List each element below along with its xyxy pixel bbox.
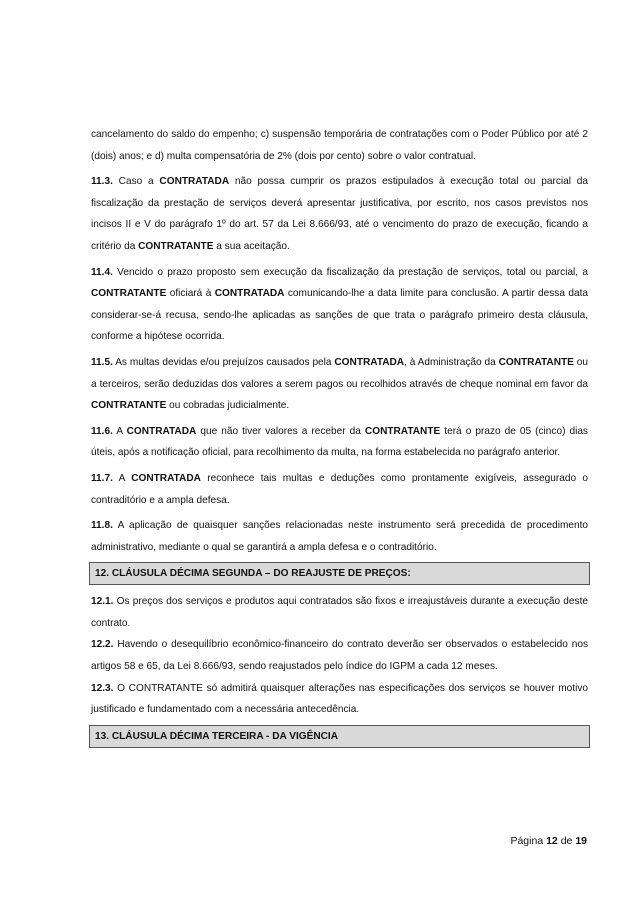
text-run: Vencido o prazo proposto sem execução da fiscalização da prestação de serviços, total ou parcial, a xyxy=(112,266,588,278)
bold-run: CONTRATADA xyxy=(126,425,197,437)
text-run: As multas devidas e/ou prejuízos causados pela xyxy=(112,356,335,368)
text-run: O CONTRATANTE só admitirá quaisquer alterações nas especificações dos serviços se houver motivo justificado e fundamentado com a necessária antecedência. xyxy=(91,682,588,716)
text-run: reconhece tais multas e deduções como prontamente exigíveis, assegurado o contraditório e a ampla defesa. xyxy=(91,472,588,506)
text-run: A aplicação de quaisquer sanções relacionadas neste instrumento será precedida de procedimento administrativo, mediante o qual se garantirá a ampla defesa e o contraditório. xyxy=(91,520,588,553)
bold-run: CONTRATADA xyxy=(214,288,285,300)
text-run: a sua aceitação. xyxy=(213,240,290,252)
bold-run: CONTRATANTE xyxy=(138,240,214,252)
page-total: 19 xyxy=(575,835,587,847)
page-current: 12 xyxy=(546,835,558,847)
bold-run: 12.1. xyxy=(91,596,114,608)
bold-run: 11.8. xyxy=(91,520,113,532)
text-run: cancelamento do saldo do empenho; c) suspensão temporária de contratações com o Poder Público por até 2 (dois) anos; e d) multa compensatória de 2% (dois por cento) sobre o valor contratual. xyxy=(91,129,588,162)
clause-12-3 xyxy=(91,678,588,721)
bold-run: 11.7. xyxy=(91,472,113,484)
section-heading-13: 13. CLÁUSULA DÉCIMA TERCEIRA - DA VIGÊNCIA xyxy=(89,725,590,748)
bold-run: 11.6. xyxy=(91,425,113,437)
text-run: Havendo o desequilíbrio econômico-financeiro do contrato deverão ser observados o estabelecido nos artigos 58 e 65, da Lei 8.666/93, sendo reajustados pelo índice do IGPM a cada 12 meses. xyxy=(91,639,588,673)
text-run: , à Administração da xyxy=(404,356,499,368)
page-label: Página xyxy=(510,835,544,847)
clause-12-1 xyxy=(91,591,588,634)
bold-run: CONTRATADA xyxy=(159,176,230,188)
bold-run: CONTRATADA xyxy=(131,472,201,484)
section-heading-12: 12. CLÁUSULA DÉCIMA SEGUNDA – DO REAJUSTE DE PREÇOS: xyxy=(89,562,590,585)
bold-run: 11.4. xyxy=(91,266,113,278)
bold-run: CONTRATANTE xyxy=(91,400,167,412)
clause-12-2 xyxy=(91,634,588,677)
page-footer xyxy=(0,835,587,847)
bold-run: 12.3. xyxy=(91,682,114,694)
bold-run: CONTRATANTE xyxy=(498,356,574,368)
bold-run: CONTRATADA xyxy=(334,356,405,368)
text-run: comunicando-lhe a data limite para conclusão. A partir dessa data considerar-se-á recusa, sendo-lhe aplicadas as sanções de que trata o parágrafo primeiro desta cláusula, conforme a hipótese ocorrida. xyxy=(91,288,588,343)
text-run: A xyxy=(112,425,127,437)
bold-run: 12.2. xyxy=(91,639,114,651)
clause-11-7 xyxy=(91,468,588,511)
page-separator: de xyxy=(560,835,573,847)
clause-11-8 xyxy=(91,515,588,558)
text-run: não possa cumprir os prazos estipulados à execução total ou parcial da fiscalização da prestação de serviços deverá apresentar justificativa, por escrito, nos casos previstos nos incisos II e V do parágrafo 1º do art. 57 da Lei 8.666/93, até o vencimento do prazo de execução, ficando a critério da xyxy=(91,176,589,252)
page-content xyxy=(91,124,588,754)
bold-run: 11.5. xyxy=(91,356,113,368)
text-run: Caso a xyxy=(112,176,160,188)
clause-11-5 xyxy=(91,352,588,417)
text-run: Os preços dos serviços e produtos aqui contratados são fixos e irreajustáveis durante a execução deste contrato. xyxy=(91,596,588,629)
text-run: A xyxy=(112,472,132,484)
bold-run: 11.3. xyxy=(91,176,113,188)
bold-run: CONTRATANTE xyxy=(364,425,441,437)
clause-11-3 xyxy=(91,171,588,257)
text-run: ou a terceiros, serão deduzidas dos valores a serem pagos ou recolhidos através de cheque nominal em favor da xyxy=(91,356,588,390)
text-run: que não tiver valores a receber da xyxy=(196,425,365,437)
text-run: oficiará à xyxy=(166,288,215,300)
text-run: terá o prazo de 05 (cinco) dias úteis, após a notificação oficial, para recolhimento da multa, na forma estabelecida no parágrafo anterior. xyxy=(91,425,588,459)
bold-run: CONTRATANTE xyxy=(91,288,167,300)
clause-11-6 xyxy=(91,421,588,464)
paragraph-continuation xyxy=(91,124,588,167)
text-run: ou cobradas judicialmente. xyxy=(166,400,290,412)
clause-11-4 xyxy=(91,262,588,348)
